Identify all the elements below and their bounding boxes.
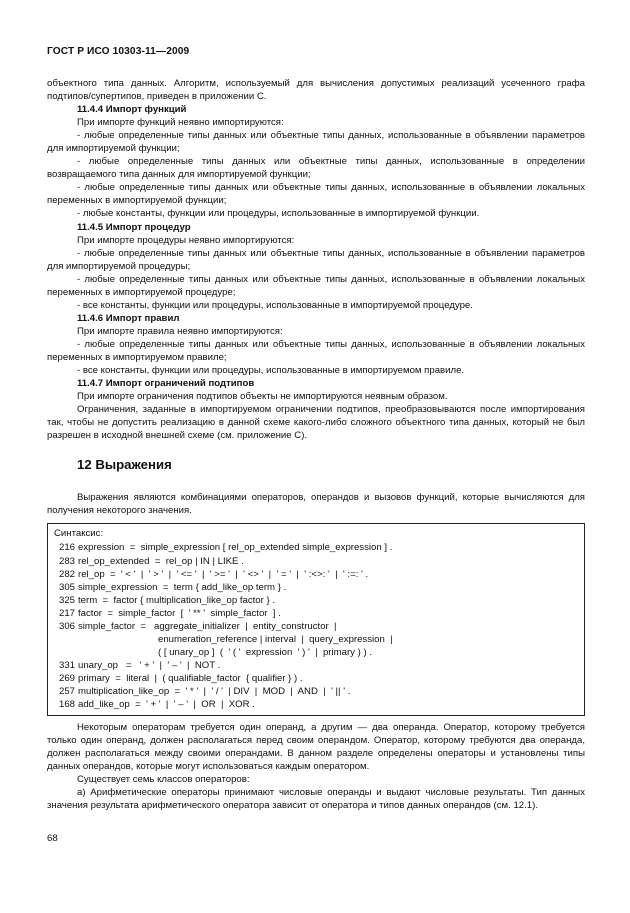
syntax-rule (54, 685, 578, 698)
list-item: - все константы, функции или процедуры, использованные в импортируемой процедуре. (77, 299, 473, 311)
section-heading-11-4-4: 11.4.4 Импорт функций (77, 104, 187, 116)
list-item: - все константы, функции или процедуры, использованные в импортируемом правиле. (77, 365, 465, 377)
paragraph: При импорте процедуры неявно импортируются: (77, 234, 295, 246)
rule-number: 257 (58, 685, 75, 697)
syntax-rule (54, 672, 578, 685)
rule-number: 282 (58, 568, 75, 580)
paragraph: При импорте ограничения подтипов объекты не импортируются неявным образом. (77, 391, 448, 403)
syntax-title: Синтаксис: (54, 528, 104, 540)
rule-text: term = factor { multiplication_like_op factor } . (78, 594, 276, 606)
syntax-rule (54, 607, 578, 620)
list-item: - любые определенные типы данных или объектные типы данных, использованные в определении возвращаемого типа данных для импортируемой функции; (47, 156, 585, 181)
list-item: - любые определенные типы данных или объектные типы данных, использованные в объявлении параметров для импортируемой функции; (47, 130, 585, 155)
paragraph: Выражения являются комбинациями операторов, операндов и вызовов функций, которые вычисляются для получения некоторого значения. (47, 492, 585, 517)
rule-text: rel_op = ' < ' | ' > ' | ' <= ' | ' >= ' | ' <> ' | ' = ' | ' :<>: ' | ' :=: ' . (78, 568, 369, 580)
syntax-rule (54, 555, 578, 568)
paragraph: Ограничения, заданные в импортируемом ограничении подтипов, преобразовываются после импортирования так, чтобы не допустить реализацию в данной схеме какого-либо сложного объектного типа данных, который не был разрешен в исходной внешней схеме (см. приложение С). (47, 404, 585, 442)
list-item: - любые определенные типы данных или объектные типы данных, использованные в объявлении локальных переменных в импортируемом правиле; (47, 338, 585, 363)
rule-number: 168 (58, 699, 75, 711)
rule-number: 325 (58, 594, 75, 606)
page-content (47, 77, 585, 812)
rule-text: simple_factor = aggregate_initializer | entity_constructor | (78, 620, 337, 632)
section-heading-11-4-7: 11.4.7 Импорт ограничений подтипов (77, 378, 255, 390)
paragraph: Некоторым операторам требуется один операнд, а другим — два операнда. Оператор, которому требуется только один операнд, должен располагаться перед своим операндом. Оператор, которому требуются два операнда, должен располагаться между своими операндами. В данном разделе определены операторы и установлены типы данных операндов, которые могут использоваться каждым оператором. (47, 722, 585, 773)
syntax-rule (54, 541, 578, 554)
rule-text: unary_op = ' + ' | ' – ' | NOT . (78, 659, 221, 671)
syntax-rule-continuation: ( [ unary_op ] ( ' ( ' expression ' ) ' | primary ) ) . (158, 646, 373, 658)
syntax-rule (54, 568, 578, 581)
syntax-rule (54, 698, 578, 711)
rule-number: 216 (58, 542, 75, 554)
syntax-box (47, 523, 585, 716)
rule-number: 217 (58, 607, 75, 619)
syntax-rule (54, 620, 578, 633)
rule-number: 269 (58, 672, 75, 684)
list-item: - любые определенные типы данных или объектные типы данных, использованные в объявлении локальных переменных в импортируемой функции; (47, 182, 585, 207)
paragraph: Существует семь классов операторов: (77, 774, 250, 786)
section-heading-11-4-5: 11.4.5 Импорт процедур (77, 221, 191, 233)
rule-text: expression = simple_expression [ rel_op_extended simple_expression ] . (78, 542, 393, 554)
syntax-rule-continuation: enumeration_reference | interval | query_expression | (158, 633, 393, 645)
rule-text: simple_expression = term { add_like_op term } . (78, 581, 287, 593)
rule-number: 305 (58, 581, 75, 593)
syntax-rule (54, 581, 578, 594)
rule-text: multiplication_like_op = ' * ' | ' / ' | DIV | MOD | AND | ' || ' . (78, 685, 351, 697)
rule-text: add_like_op = ' + ' | ' – ' | OR | XOR . (78, 699, 255, 711)
paragraph: При импорте правила неявно импортируются: (77, 325, 283, 337)
syntax-rule (54, 659, 578, 672)
rule-text: factor = simple_factor [ ' ** ' simple_factor ] . (78, 607, 281, 619)
rule-text: primary = literal | ( qualifiable_factor { qualifier } ) . (78, 672, 303, 684)
list-item: - любые определенные типы данных или объектные типы данных, использованные в объявлении параметров для импортируемой процедуры; (47, 247, 585, 272)
rule-number: 331 (58, 659, 75, 671)
rule-text: rel_op_extended = rel_op | IN | LIKE . (78, 555, 244, 567)
document-header: ГОСТ Р ИСО 10303-11—2009 (47, 46, 190, 57)
section-heading-11-4-6: 11.4.6 Импорт правил (77, 312, 180, 324)
section-heading-12: 12 Выражения (77, 457, 172, 473)
list-item: а) Арифметические операторы принимают числовые операнды и выдают числовые результаты. Тип данных значения результата арифметического оператора зависит от оператора и типов данных операндов (см. 12.1). (47, 787, 585, 812)
syntax-rule (54, 594, 578, 607)
rule-number: 283 (58, 555, 75, 567)
page-number: 68 (47, 833, 58, 844)
rule-number: 306 (58, 620, 75, 632)
list-item: - любые определенные типы данных или объектные типы данных, использованные в объявлении локальных переменных в импортируемой процедуре; (47, 273, 585, 298)
list-item: - любые константы, функции или процедуры, использованные в импортируемой функции. (77, 208, 480, 220)
intro-paragraph: объектного типа данных. Алгоритм, используемый для вычисления допустимых реализаций усеченного графа подтипов/супертипов, приведен в приложении С. (47, 78, 585, 103)
paragraph: При импорте функций неявно импортируются: (77, 117, 284, 129)
